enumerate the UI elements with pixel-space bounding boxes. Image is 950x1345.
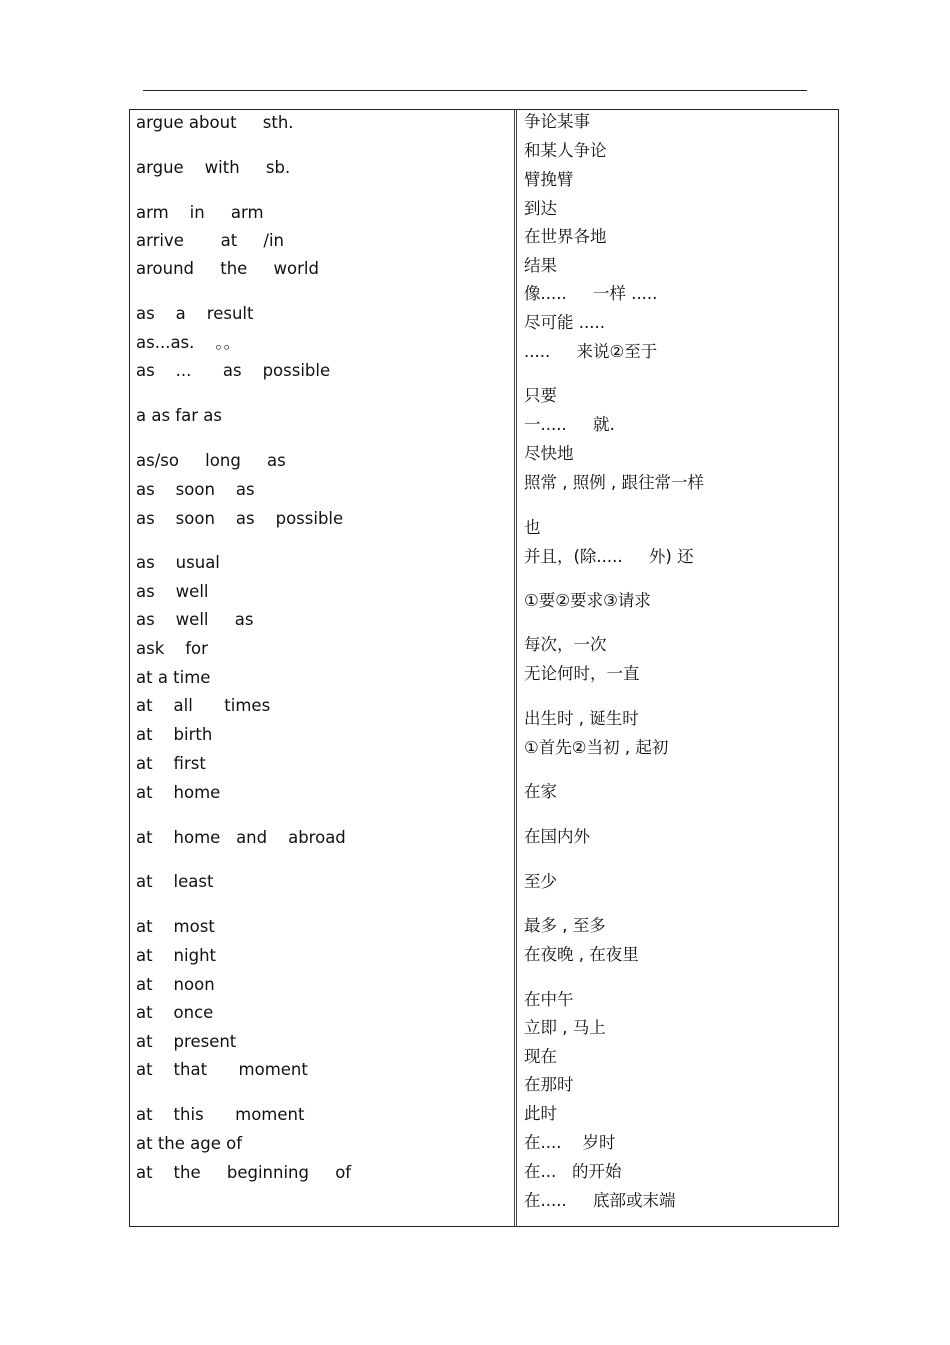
- chinese-meaning: 在国内外: [524, 827, 590, 846]
- english-phrase: at the age of: [136, 1134, 243, 1153]
- chinese-meaning: 此时: [524, 1104, 557, 1123]
- english-phrase: at that moment: [136, 1060, 308, 1079]
- english-phrase: at night: [136, 946, 217, 965]
- english-phrase: at home and abroad: [136, 828, 346, 847]
- chinese-meaning: ..... 来说②至于: [524, 342, 658, 361]
- chinese-meaning: 尽可能 .....: [524, 313, 605, 332]
- english-phrase: at least: [136, 872, 214, 891]
- chinese-meaning: 照常 , 照例 , 跟往常一样: [524, 473, 704, 492]
- english-phrase: a as far as: [136, 406, 222, 425]
- chinese-meaning: 在... 的开始: [524, 1162, 622, 1181]
- english-phrase: as/so long as: [136, 451, 286, 470]
- english-phrase: arm in arm: [136, 203, 264, 222]
- english-phrase: at most: [136, 917, 215, 936]
- chinese-meaning: 并且，(除..... 外) 还: [524, 547, 694, 566]
- english-phrase: around the world: [136, 259, 319, 278]
- english-phrase: as soon as: [136, 480, 255, 499]
- chinese-meaning: 在中午: [524, 990, 574, 1009]
- chinese-meaning: 立即 , 马上: [524, 1018, 606, 1037]
- chinese-meaning: 在那时: [524, 1075, 574, 1094]
- chinese-meaning: 到达: [524, 199, 557, 218]
- english-phrase: as a result: [136, 304, 254, 323]
- english-phrase: at once: [136, 1003, 214, 1022]
- chinese-meaning: 每次，一次: [524, 635, 607, 654]
- english-phrase: ask for: [136, 639, 208, 658]
- chinese-meaning: 在.... 岁时: [524, 1133, 616, 1152]
- english-phrase: arrive at /in: [136, 231, 285, 250]
- english-phrase: as usual: [136, 553, 220, 572]
- english-phrase: at noon: [136, 975, 215, 994]
- chinese-meaning: 和某人争论: [524, 141, 607, 160]
- english-phrase: at all times: [136, 696, 271, 715]
- english-phrase: at this moment: [136, 1105, 305, 1124]
- chinese-meaning: ①要②要求③请求: [524, 591, 651, 610]
- chinese-meaning: 一..... 就.: [524, 415, 615, 434]
- english-phrase: as soon as possible: [136, 509, 344, 528]
- chinese-meaning: 在世界各地: [524, 227, 607, 246]
- english-phrase: argue with sb.: [136, 158, 291, 177]
- chinese-meaning: 在家: [524, 782, 557, 801]
- chinese-meaning: 无论何时，一直: [524, 664, 640, 683]
- chinese-meaning: 也: [524, 518, 541, 537]
- english-phrase: at the beginning of: [136, 1163, 352, 1182]
- header-rule: [143, 90, 807, 91]
- english-phrase: as well as: [136, 610, 254, 629]
- chinese-meaning: 像..... 一样 .....: [524, 284, 658, 303]
- english-phrase: as...as. 。。: [136, 333, 241, 352]
- chinese-meaning: 争论某事: [524, 112, 590, 131]
- chinese-meaning: 尽快地: [524, 444, 574, 463]
- chinese-meaning: 只要: [524, 386, 557, 405]
- english-phrase: at first: [136, 754, 206, 773]
- english-phrase: at present: [136, 1032, 237, 1051]
- chinese-meaning: 在夜晚 , 在夜里: [524, 945, 639, 964]
- english-phrase: as ... as possible: [136, 361, 331, 380]
- chinese-meaning: 臂挽臂: [524, 170, 574, 189]
- english-phrase: argue about sth.: [136, 113, 294, 132]
- chinese-meaning: 最多 , 至多: [524, 916, 606, 935]
- chinese-meaning: 结果: [524, 256, 557, 275]
- english-phrase: at birth: [136, 725, 213, 744]
- english-phrase: at a time: [136, 668, 211, 687]
- english-phrase: at home: [136, 783, 221, 802]
- chinese-meaning: ①首先②当初 , 起初: [524, 738, 669, 757]
- chinese-meaning: 现在: [524, 1047, 557, 1066]
- column-divider: [514, 109, 517, 1227]
- chinese-meaning: 出生时 , 诞生时: [524, 709, 639, 728]
- chinese-meaning: 至少: [524, 872, 557, 891]
- chinese-meaning: 在..... 底部或末端: [524, 1191, 676, 1210]
- english-phrase: as well: [136, 582, 209, 601]
